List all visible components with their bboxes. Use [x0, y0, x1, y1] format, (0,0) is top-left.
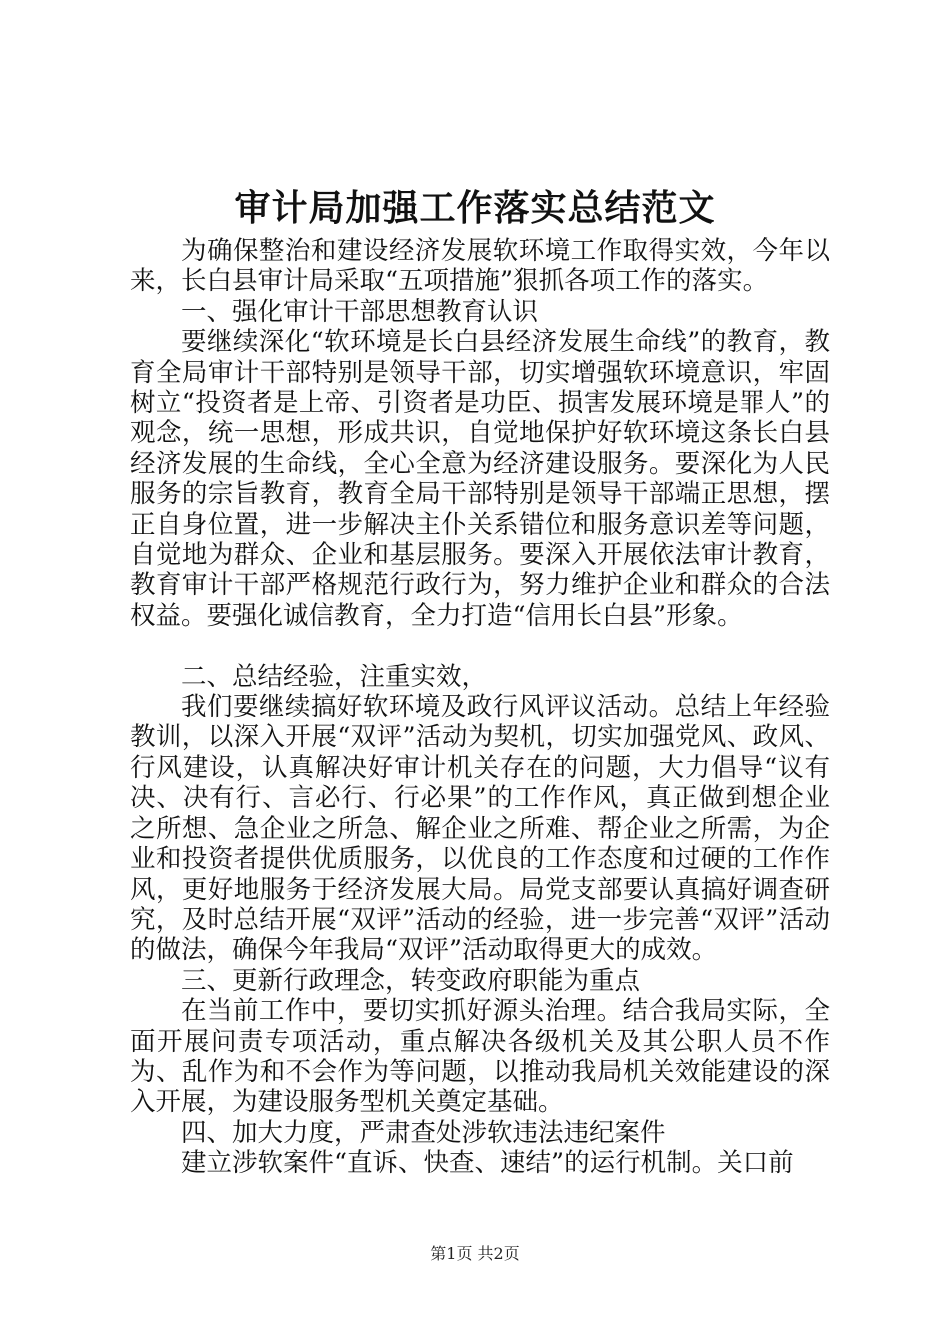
document-title: 审计局加强工作落实总结范文	[234, 187, 716, 229]
document-body	[130, 236, 830, 1179]
paragraph-section-4: 建立涉软案件“直诉、快查、速结”的运行机制。关口前	[181, 1148, 794, 1179]
page-footer: 第1页 共2页	[430, 1244, 520, 1263]
section-heading-1: 一、强化审计干部思想教育认识	[181, 296, 539, 327]
paragraph-section-2: 我们要继续搞好软环境及政行风评议活动。总结上年经验教训，以深入开展“双评”活动为契机，切实加强党风、政风、行风建设，认真解决好审计机关存在的问题，大力倡导“议有决、决有行、言必行、行必果”的工作作风，真正做到想企业之所想、急企业之所急、解企业之所难、帮企业之所需，为企业和投资者提供优质服务，以优良的工作态度和过硬的工作作风，更好地服务于经济发展大局。局党支部要认真搞好调查研究，及时总结开展“双评”活动的经验，进一步完善“双评”活动的做法，确保今年我局“双评”活动取得更大的成效。	[130, 692, 830, 966]
paragraph-section-3: 在当前工作中，要切实抓好源头治理。结合我局实际，全面开展问责专项活动，重点解决各级机关及其公职人员不作为、乱作为和不会作为等问题，以推动我局机关效能建设的深入开展，为建设服务型机关奠定基础。	[130, 996, 830, 1118]
section-heading-2: 二、总结经验，注重实效，	[181, 661, 488, 692]
paragraph-intro: 为确保整治和建设经济发展软环境工作取得实效，今年以来，长白县审计局采取“五项措施”狠抓各项工作的落实。	[130, 236, 830, 297]
paragraph-section-1: 要继续深化“软环境是长白县经济发展生命线”的教育，教育全局审计干部特别是领导干部，切实增强软环境意识，牢固树立“投资者是上帝、引资者是功臣、损害发展环境是罪人”的观念，统一思想，形成共识，自觉地保护好软环境这条长白县经济发展的生命线，全心全意为经济建设服务。要深化为人民服务的宗旨教育，教育全局干部特别是领导干部端正思想，摆正自身位置，进一步解决主仆关系错位和服务意识差等问题，自觉地为群众、企业和基层服务。要深入开展依法审计教育，教育审计干部严格规范行政行为，努力维护企业和群众的合法权益。要强化诚信教育，全力打造“信用长白县”形象。	[130, 327, 830, 631]
section-heading-3: 三、更新行政理念，转变政府职能为重点	[181, 965, 641, 996]
section-heading-4: 四、加大力度，严肃查处涉软违法违纪案件	[181, 1117, 666, 1148]
blank-line	[130, 631, 830, 661]
